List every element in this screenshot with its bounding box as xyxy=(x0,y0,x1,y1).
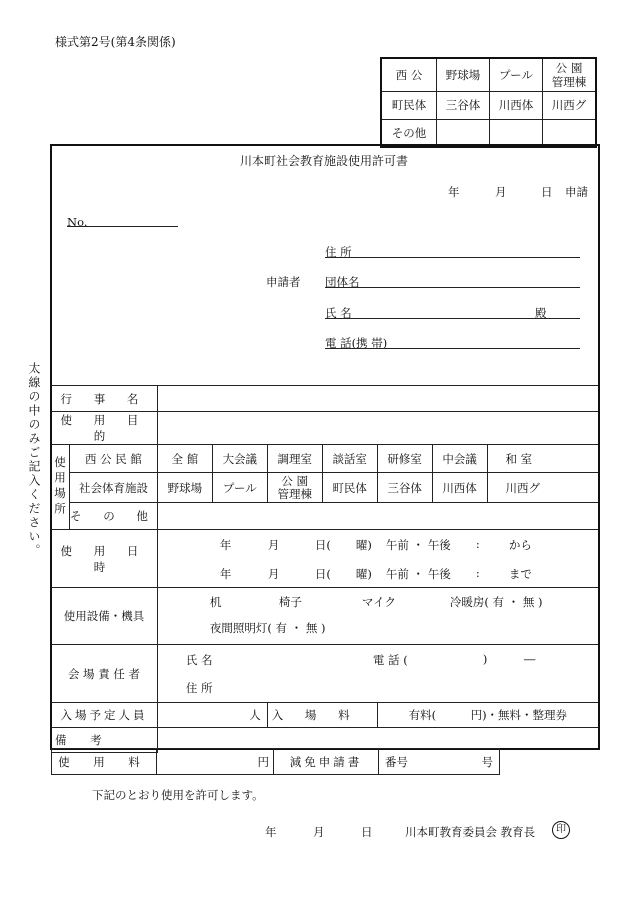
office-cell: 野球場 xyxy=(437,58,490,91)
other-field[interactable] xyxy=(157,503,598,530)
office-cell xyxy=(437,119,490,147)
application-table xyxy=(51,385,598,753)
date-weekday: 曜) xyxy=(355,566,372,581)
fee-yen: 円 xyxy=(257,754,269,769)
name-line[interactable] xyxy=(325,318,580,319)
date-ampm: 午前 ・ 午後 xyxy=(385,537,451,552)
equip-chair[interactable]: 椅子 xyxy=(278,594,302,609)
date-month: 月 xyxy=(267,566,280,581)
exempt-number-field[interactable] xyxy=(379,749,500,775)
room-option[interactable]: 和 室 xyxy=(487,445,598,473)
manager-address-label: 住 所 xyxy=(185,680,213,695)
equip-desk[interactable]: 机 xyxy=(209,594,222,609)
place-label: 使用場所 xyxy=(51,445,70,530)
apply-year: 年 xyxy=(448,185,460,199)
footer-day: 日 xyxy=(361,825,373,839)
event-name-label: 行 事 名 xyxy=(51,386,157,412)
expected-field[interactable] xyxy=(157,703,267,728)
footer-month: 月 xyxy=(313,825,325,839)
fee-table xyxy=(51,748,500,775)
purpose-label: 使 用 目 的 xyxy=(51,412,157,445)
admission-label: 入 場 料 xyxy=(267,703,377,728)
address-line[interactable] xyxy=(325,257,580,258)
exempt-label: 減免申請書 xyxy=(274,749,379,775)
room-option[interactable]: 大会議 xyxy=(212,445,267,473)
office-cell: プール xyxy=(490,58,543,91)
applicant-label: 申請者 xyxy=(266,275,301,289)
facility-option[interactable]: プール xyxy=(212,473,267,503)
manager-phone-close: ) xyxy=(482,651,488,666)
applicant-name-label: 氏 名 xyxy=(325,306,352,320)
manager-phone-label: 電 話 ( xyxy=(372,652,408,667)
expected-label: 入場予定人員 xyxy=(51,703,157,728)
date-month: 月 xyxy=(267,537,280,552)
side-note: 太線の中のみご記入ください。 xyxy=(27,362,41,558)
date-weekday: 曜) xyxy=(355,537,372,552)
facility-option[interactable]: 町民体 xyxy=(322,473,377,503)
remarks-label: 備 考 xyxy=(51,728,157,753)
date-day: 日( xyxy=(314,566,331,581)
room-option[interactable]: 全 館 xyxy=(157,445,212,473)
number-label: 番号 xyxy=(385,754,408,769)
go-label: 号 xyxy=(481,754,493,769)
office-cell: 三谷体 xyxy=(437,91,490,119)
manager-label: 会 場 責 任 者 xyxy=(51,645,157,703)
use-date-field[interactable] xyxy=(157,530,598,588)
equip-aircon[interactable]: 冷暖房( 有 ・ 無 ) xyxy=(449,594,543,609)
permit-text: 下記のとおり使用を許可します。 xyxy=(92,788,264,802)
date-year: 年 xyxy=(219,537,232,552)
facility-option[interactable]: 公 園 管理棟 xyxy=(267,473,322,503)
office-cell: 川西体 xyxy=(490,91,543,119)
applicant-sama: 殿 xyxy=(535,306,547,320)
admission-options[interactable]: 有料( 円)・無料・整理券 xyxy=(377,703,598,728)
form-number: 様式第2号(第4条関係) xyxy=(55,35,176,49)
room-option[interactable]: 研修室 xyxy=(377,445,432,473)
footer-year: 年 xyxy=(265,825,277,839)
other-label: そ の 他 xyxy=(70,503,158,530)
date-day: 日( xyxy=(314,537,331,552)
group-line[interactable] xyxy=(325,287,580,288)
office-cell: 公 園 管理棟 xyxy=(543,58,597,91)
office-cell: 川西グ xyxy=(543,91,597,119)
fee-label: 使 用 料 xyxy=(52,749,157,775)
seal: 印 xyxy=(552,821,570,839)
room-option[interactable]: 調理室 xyxy=(267,445,322,473)
apply-label: 申請 xyxy=(565,185,588,199)
form-title: 川本町社会教育施設使用許可書 xyxy=(239,154,408,168)
office-cell: 町民体 xyxy=(381,91,437,119)
equip-night-light[interactable]: 夜間照明灯( 有 ・ 無 ) xyxy=(209,620,326,635)
facility-option[interactable]: 三谷体 xyxy=(377,473,432,503)
fee-field[interactable] xyxy=(157,749,274,775)
purpose-field[interactable] xyxy=(157,412,598,445)
person-unit: 人 xyxy=(249,708,261,722)
manager-dash: ― xyxy=(523,651,536,666)
applicant-phone-label: 電 話(携 帯) xyxy=(325,336,388,350)
no-label: No. xyxy=(67,215,88,229)
use-date-label: 使 用 日 時 xyxy=(51,530,157,588)
office-table xyxy=(380,57,597,148)
applicant-group-label: 団体名 xyxy=(325,275,360,289)
equipment-label: 使用設備・機具 xyxy=(51,588,157,645)
no-underline xyxy=(67,226,178,227)
facility-option[interactable]: 川西体 xyxy=(432,473,487,503)
room-option[interactable]: 中会議 xyxy=(432,445,487,473)
apply-month: 月 xyxy=(495,185,507,199)
date-ampm: 午前 ・ 午後 xyxy=(385,566,451,581)
event-name-field[interactable] xyxy=(157,386,598,412)
date-year: 年 xyxy=(219,566,232,581)
facility-option[interactable]: 川西グ xyxy=(487,473,598,503)
date-colon: : xyxy=(475,536,480,551)
phone-line[interactable] xyxy=(325,348,580,349)
office-cell: 西 公 xyxy=(381,58,437,91)
date-from: から xyxy=(508,537,532,552)
manager-field[interactable] xyxy=(157,645,598,703)
shakai-label: 社会体育施設 xyxy=(70,473,158,503)
office-cell xyxy=(543,119,597,147)
issuer: 川本町教育委員会 教育長 xyxy=(405,825,536,839)
apply-day: 日 xyxy=(541,185,553,199)
equipment-field[interactable] xyxy=(157,588,598,645)
office-cell xyxy=(490,119,543,147)
date-colon: : xyxy=(475,565,480,580)
applicant-address-label: 住 所 xyxy=(325,245,352,259)
equip-mic[interactable]: マイク xyxy=(361,594,396,609)
manager-name-label: 氏 名 xyxy=(185,652,213,667)
date-until: まで xyxy=(508,566,532,581)
room-option[interactable]: 談話室 xyxy=(322,445,377,473)
office-cell: その他 xyxy=(381,119,437,147)
nishi-kominkan-label: 西 公 民 館 xyxy=(70,445,158,473)
facility-option[interactable]: 野球場 xyxy=(157,473,212,503)
